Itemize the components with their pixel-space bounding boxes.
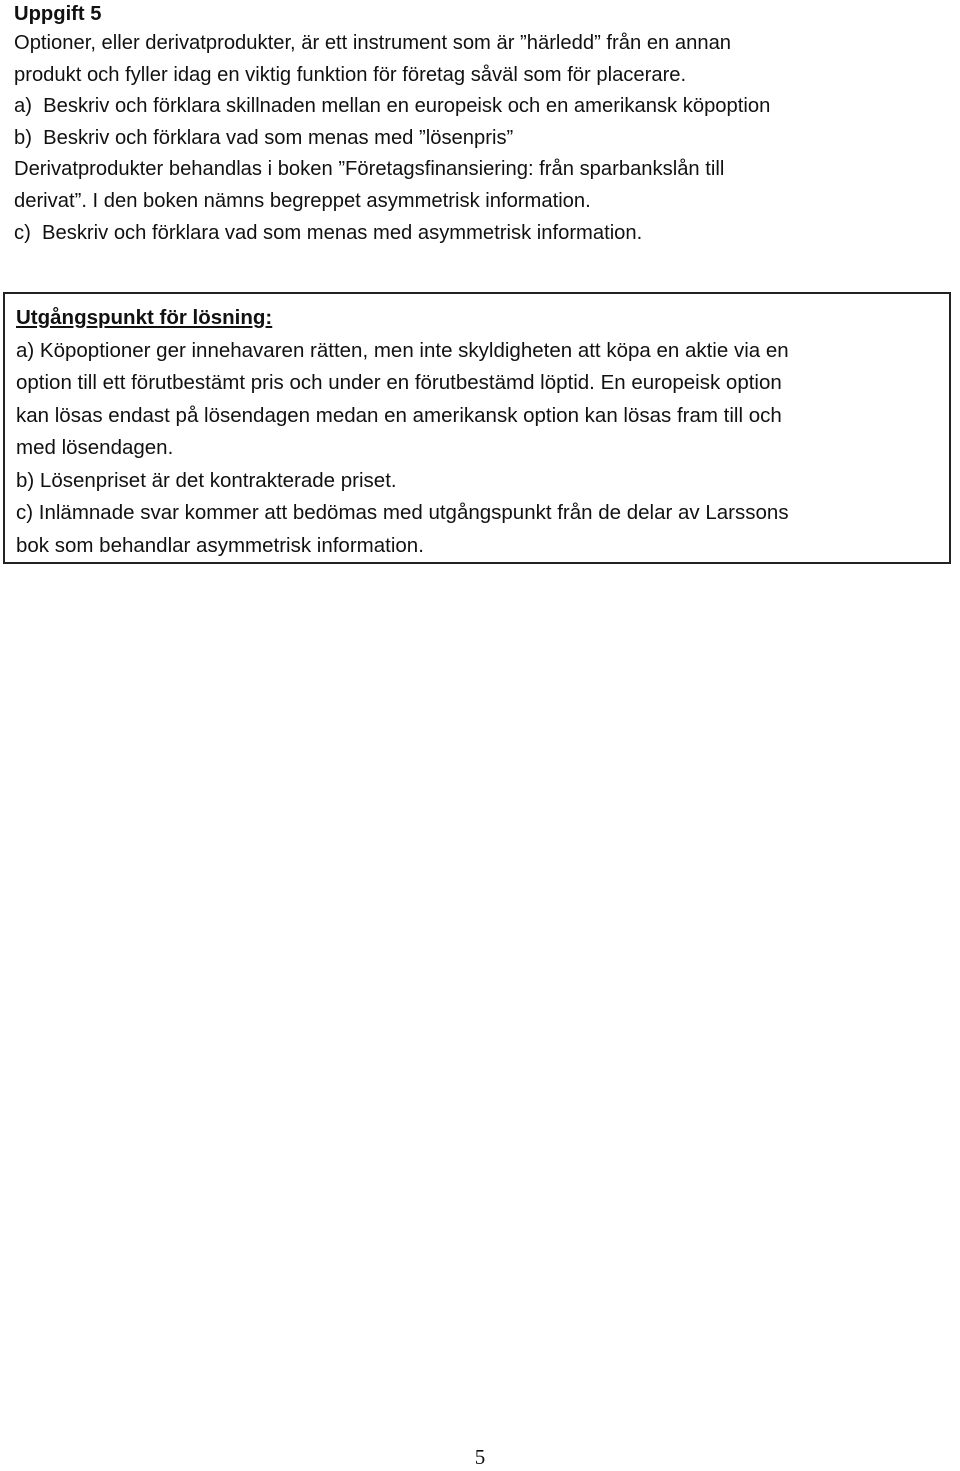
question-b: b) Beskriv och förklara vad som menas med ”lösenpris” <box>14 126 514 149</box>
task-section <box>14 0 949 249</box>
question-c: c) Beskriv och förklara vad som menas med asymmetrisk information. <box>14 221 643 244</box>
answer-line: c) Inlämnade svar kommer att bedömas med utgångspunkt från de delar av Larssons <box>16 501 789 524</box>
task-context <box>14 154 949 217</box>
task-intro <box>14 28 949 91</box>
task-heading: Uppgift 5 <box>14 3 102 25</box>
intro-line: Optioner, eller derivatprodukter, är ett instrument som är ”härledd” från en annan <box>14 32 732 54</box>
solution-content <box>16 302 946 562</box>
answer-line: option till ett förutbestämt pris och under en förutbestämd löptid. En europeisk option <box>16 371 782 394</box>
answer-line: kan lösas endast på lösendagen medan en amerikansk option kan lösas fram till och <box>16 403 782 427</box>
answer-b: b) Lösenpriset är det kontrakterade priset. <box>16 468 397 492</box>
answer-line: bok som behandlar asymmetrisk information. <box>16 533 424 557</box>
question-a: a) Beskriv och förklara skillnaden mellan en europeisk och en amerikansk köpoption <box>14 95 771 118</box>
answer-line: a) Köpoptioner ger innehavaren rätten, men inte skyldigheten att köpa en aktie via en <box>16 338 789 362</box>
context-line: derivat”. I den boken nämns begreppet asymmetrisk information. <box>14 189 591 212</box>
solution-box <box>3 292 951 564</box>
intro-line: produkt och fyller idag en viktig funktion för företag såväl som för placerare. <box>14 63 687 86</box>
answer-c <box>16 497 946 562</box>
solution-title: Utgångspunkt för lösning: <box>16 306 273 329</box>
answer-a <box>16 335 946 465</box>
answer-line: med lösendagen. <box>16 436 174 459</box>
context-line: Derivatprodukter behandlas i boken ”Företagsfinansiering: från sparbankslån till <box>14 158 725 181</box>
page-number: 5 <box>474 1445 486 1469</box>
